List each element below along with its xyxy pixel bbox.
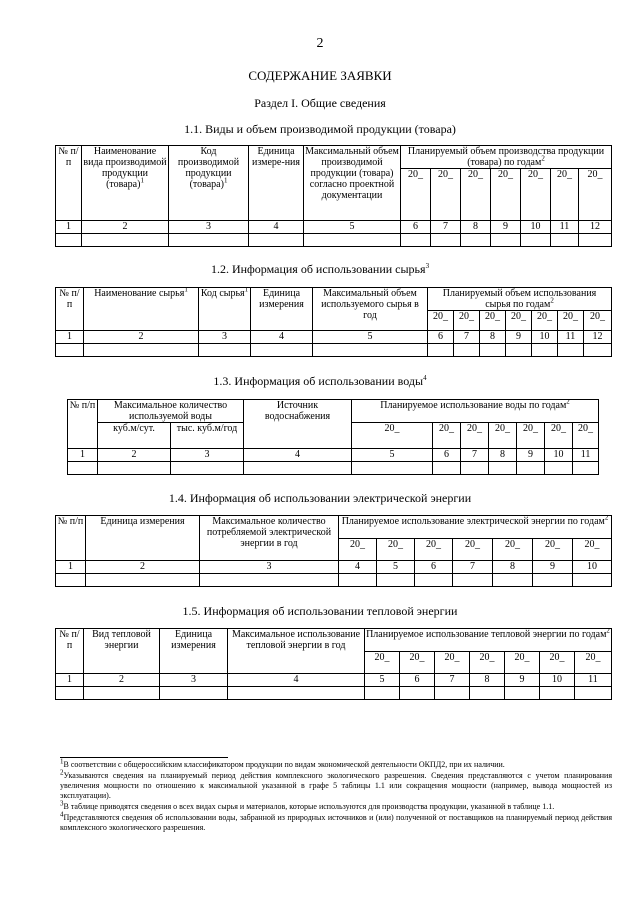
year-header: 20_ [505,652,540,674]
footnote: $^3$В таблице приводятся сведения о всех видах сырья и материалов, которые используются для производства продукции, указанной в таблице 1.1. [60,799,555,811]
empty-cell[interactable] [521,234,551,247]
empty-cell[interactable] [56,574,86,587]
footnote: $^1$В соответствии с общероссийским классификатором продукции по видам экономической деятельности ОКПД2, при их наличии. [60,757,505,769]
year-header: 20_ [558,311,584,331]
column-number: 9 [491,221,521,234]
column-number: 1 [56,561,86,574]
column-number: 4 [339,561,377,574]
empty-cell[interactable] [461,462,489,475]
column-number: 4 [251,331,313,344]
column-number: 8 [489,449,517,462]
column-number: 10 [545,449,573,462]
empty-cell[interactable] [400,687,435,700]
column-number-row [56,561,612,574]
empty-cell[interactable] [454,344,480,357]
year-header: 20_ [453,539,493,561]
year-header: 20_ [339,539,377,561]
column-number: 2 [84,331,199,344]
empty-cell[interactable] [415,574,453,587]
column-number: 11 [575,674,612,687]
year-header: 20_ [521,169,551,221]
empty-cell[interactable] [489,462,517,475]
column-number: 4 [249,221,304,234]
table-1-2-title: 1.2. Информация об использовании сырья$^3$ [210,262,430,276]
empty-cell[interactable] [86,574,200,587]
col-per-year: тыс. куб.м/год [171,423,244,449]
column-number: 6 [433,449,461,462]
empty-cell[interactable] [56,234,82,247]
col-number: № п/п [56,516,86,561]
empty-data-row [56,344,612,357]
col-planned-volume: Планируемый объем производства продукции (товара) по годам$^2$ [401,146,612,169]
empty-data-row [56,234,612,247]
col-max-water: Максимальное количество используемой воды [98,400,244,423]
year-header: 20_ [551,169,579,221]
col-unit: Единица измерения [251,288,313,331]
col-max-electricity: Максимальное количество потребляемой электрической энергии в год [200,516,339,561]
table-1-4 [55,515,612,587]
column-number: 6 [428,331,454,344]
year-header: 20_ [506,311,532,331]
year-header: 20_ [433,423,461,449]
empty-cell[interactable] [584,344,612,357]
year-header: 20_ [493,539,533,561]
document-title: СОДЕРЖАНИЕ ЗАЯВКИ [248,68,392,83]
year-header: 20_ [352,423,433,449]
column-number: 3 [169,221,249,234]
year-header: 20_ [428,311,454,331]
table-1-5 [55,628,612,700]
empty-cell[interactable] [249,234,304,247]
column-number: 10 [521,221,551,234]
empty-cell[interactable] [579,234,612,247]
empty-cell[interactable] [493,574,533,587]
column-number: 8 [461,221,491,234]
empty-cell[interactable] [491,234,521,247]
col-number: № п/п [56,146,82,221]
empty-cell[interactable] [470,687,505,700]
empty-cell[interactable] [573,574,612,587]
column-number-row [68,449,599,462]
column-number: 3 [160,674,228,687]
column-number: 7 [453,561,493,574]
empty-cell[interactable] [352,462,433,475]
column-number: 5 [377,561,415,574]
year-header: 20_ [573,423,599,449]
table-1-3 [67,399,599,475]
empty-cell[interactable] [304,234,401,247]
year-header: 20_ [533,539,573,561]
col-planned-volume: Планируемый объем использования сырья по годам$^2$ [428,288,612,311]
year-header: 20_ [573,539,612,561]
empty-cell[interactable] [84,687,160,700]
column-number: 5 [365,674,400,687]
empty-cell[interactable] [517,462,545,475]
column-number: 11 [558,331,584,344]
empty-cell[interactable] [199,344,251,357]
col-unit: Единица измере-ния [249,146,304,221]
empty-cell[interactable] [82,234,169,247]
empty-cell[interactable] [401,234,431,247]
empty-cell[interactable] [461,234,491,247]
section-title: Раздел I. Общие сведения [254,96,386,110]
year-header: 20_ [545,423,573,449]
column-number: 2 [86,561,200,574]
year-header: 20_ [489,423,517,449]
column-number: 5 [352,449,433,462]
year-header: 20_ [470,652,505,674]
col-planned-electricity: Планируемое использование электрической энергии по годам$^2$ [339,516,612,539]
column-number: 9 [533,561,573,574]
column-number: 9 [505,674,540,687]
col-number: № п/п [56,288,84,331]
empty-cell[interactable] [56,344,84,357]
col-heat-type: Вид тепловой энергии [84,629,160,674]
column-number: 9 [517,449,545,462]
column-number: 3 [171,449,244,462]
column-number: 1 [56,221,82,234]
column-number: 8 [470,674,505,687]
empty-cell[interactable] [169,234,249,247]
column-number: 2 [84,674,160,687]
year-header: 20_ [579,169,612,221]
year-header: 20_ [480,311,506,331]
table-1-4-title: 1.4. Информация об использовании электрической энергии [168,491,472,505]
year-header: 20_ [415,539,453,561]
col-per-day: куб.м/сут. [98,423,171,449]
column-number: 7 [431,221,461,234]
year-header: 20_ [461,423,489,449]
year-header: 20_ [401,169,431,221]
col-planned-water: Планируемое использование воды по годам$^2$ [352,400,599,423]
column-number: 8 [480,331,506,344]
year-header: 20_ [377,539,415,561]
year-header: 20_ [454,311,480,331]
empty-cell[interactable] [551,234,579,247]
footnote-separator [60,757,228,758]
year-header: 20_ [532,311,558,331]
column-number: 2 [98,449,171,462]
year-header: 20_ [584,311,612,331]
empty-cell[interactable] [433,462,461,475]
col-product-name: Наименование вида производимой продукции (товара)$^1$ [82,146,169,221]
table-1-5-title: 1.5. Информация об использовании тепловой энергии [182,604,458,618]
empty-cell[interactable] [575,687,612,700]
column-number: 12 [584,331,612,344]
empty-cell[interactable] [228,687,365,700]
column-number: 8 [493,561,533,574]
table-1-2 [55,287,612,357]
table-1-1 [55,145,612,247]
empty-cell[interactable] [480,344,506,357]
empty-cell[interactable] [545,462,573,475]
column-number: 7 [461,449,489,462]
table-1-3-title: 1.3. Информация об использовании воды$^4$ [213,374,427,388]
column-number: 5 [304,221,401,234]
column-number: 6 [400,674,435,687]
col-number: № п/п [56,629,84,674]
year-header: 20_ [540,652,575,674]
col-material-name: Наименование сырья$^1$ [84,288,199,331]
empty-cell[interactable] [506,344,532,357]
year-header: 20_ [431,169,461,221]
empty-cell[interactable] [171,462,244,475]
empty-cell[interactable] [365,687,400,700]
col-max-volume: Максимальный объем используемого сырья в год [313,288,428,331]
column-number: 7 [435,674,470,687]
col-max-heat: Максимальное использование тепловой энергии в год [228,629,365,674]
year-header: 20_ [575,652,612,674]
column-number: 10 [573,561,612,574]
column-number: 11 [573,449,599,462]
empty-cell[interactable] [533,574,573,587]
empty-cell[interactable] [453,574,493,587]
col-number: № п/п [68,400,98,449]
empty-data-row [68,462,599,475]
column-number: 3 [200,561,339,574]
empty-cell[interactable] [428,344,454,357]
column-number: 6 [401,221,431,234]
year-header: 20_ [461,169,491,221]
year-header: 20_ [517,423,545,449]
footnote: $^2$Указываются сведения на планируемый период действия комплексного экологического разрешения. Сведения представляются с учетом планирования увеличения мощности по отношению к максимальной указанной в графе 5 таблицы 1.1 или сокращения мощности (например, вывода мощностей из эксплуатации). [60,768,612,800]
empty-cell[interactable] [313,344,428,357]
empty-cell[interactable] [98,462,171,475]
column-number-row [56,221,612,234]
column-number: 3 [199,331,251,344]
column-number: 1 [68,449,98,462]
empty-cell[interactable] [244,462,352,475]
empty-cell[interactable] [532,344,558,357]
column-number: 4 [244,449,352,462]
column-number: 9 [506,331,532,344]
col-max-volume: Максимальный объем производимой продукции (товара) согласно проектной документации [304,146,401,221]
col-water-source: Источник водоснабжения [244,400,352,449]
col-planned-heat: Планируемое использование тепловой энергии по годам$^2$ [365,629,612,652]
empty-cell[interactable] [558,344,584,357]
empty-cell[interactable] [435,687,470,700]
col-unit: Единица измерения [160,629,228,674]
footnote: $^4$Представляются сведения об использовании воды, забранной из природных источников и (или) полученной от поставщиков на планируемый период действия комплексного экологического разрешения. [60,810,612,832]
empty-cell[interactable] [68,462,98,475]
page-number: 2 [316,36,324,51]
col-product-code: Код производимой продукции (товара)$^1$ [169,146,249,221]
column-number: 2 [82,221,169,234]
column-number: 5 [313,331,428,344]
empty-cell[interactable] [84,344,199,357]
column-number-row [56,674,612,687]
column-number: 1 [56,331,84,344]
year-header: 20_ [435,652,470,674]
year-header: 20_ [491,169,521,221]
column-number: 1 [56,674,84,687]
empty-cell[interactable] [431,234,461,247]
empty-cell[interactable] [251,344,313,357]
column-number: 11 [551,221,579,234]
col-unit: Единица измерения [86,516,200,561]
column-number: 6 [415,561,453,574]
empty-cell[interactable] [339,574,377,587]
column-number: 10 [540,674,575,687]
empty-cell[interactable] [540,687,575,700]
empty-cell[interactable] [377,574,415,587]
empty-cell[interactable] [56,687,84,700]
column-number: 12 [579,221,612,234]
footnotes [60,757,612,834]
column-number: 7 [454,331,480,344]
column-number: 4 [228,674,365,687]
empty-cell[interactable] [573,462,599,475]
empty-cell[interactable] [505,687,540,700]
column-number-row [56,331,612,344]
empty-data-row [56,574,612,587]
table-1-1-title: 1.1. Виды и объем производимой продукции (товара) [184,122,456,136]
col-material-code: Код сырья$^1$ [199,288,251,331]
column-number: 10 [532,331,558,344]
empty-cell[interactable] [200,574,339,587]
empty-cell[interactable] [160,687,228,700]
year-header: 20_ [365,652,400,674]
empty-data-row [56,687,612,700]
year-header: 20_ [400,652,435,674]
